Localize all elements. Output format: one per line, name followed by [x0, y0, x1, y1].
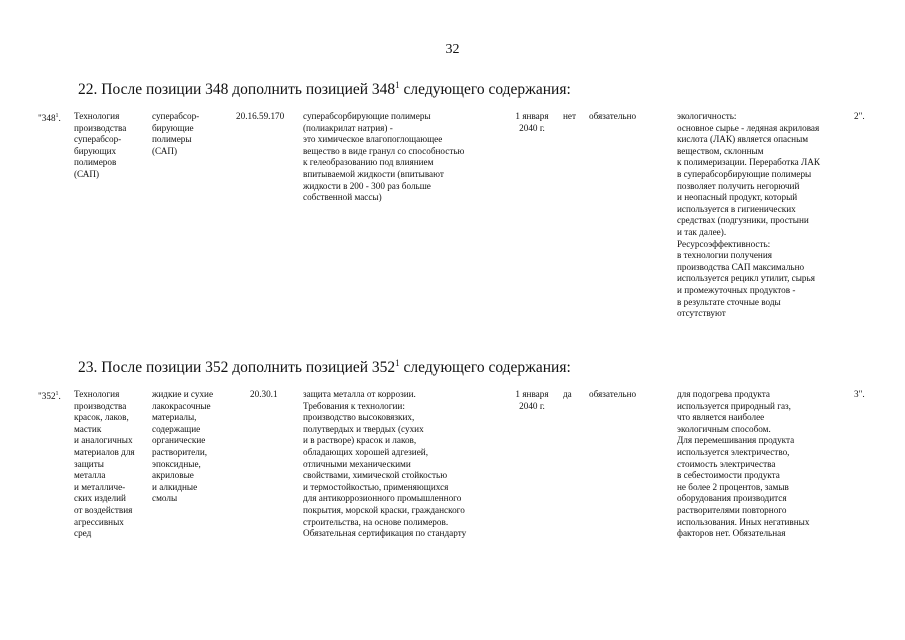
heading-text: 23. После позиции 352 дополнить позицией 352 [78, 359, 396, 377]
cell-line: бирующих [74, 145, 117, 156]
cell-line: в суперабсорбирующие полимеры [677, 168, 812, 179]
heading-tail: следующего содержания: [399, 81, 571, 99]
cell-line: агрессивных [74, 516, 124, 527]
cell-line: используется природный газ, [677, 400, 791, 411]
position-number-prefix: "348 [38, 113, 56, 124]
position-number-prefix: "352 [38, 391, 56, 402]
cell-line: для антикоррозионного промышленного [303, 493, 462, 504]
cell-line: 2040 г. [519, 122, 545, 133]
cell-line: красок, лаков, [74, 412, 129, 423]
cell-line: лакокрасочные [152, 400, 211, 411]
row-end-cell: 3". [854, 389, 865, 399]
row-end-cell: 2". [854, 111, 865, 121]
technology-cell [74, 389, 135, 540]
cell-line: материалов для [74, 446, 135, 457]
technology-cell [74, 111, 126, 181]
cell-line: и промежуточных продуктов - [677, 284, 796, 295]
cell-line: и аналогичных [74, 435, 133, 446]
cell-line: Технология [74, 389, 120, 399]
cell-line: и в растворе) красок и лаков, [303, 435, 417, 446]
cell-line: органические [152, 435, 206, 446]
description-cell [303, 111, 464, 204]
cell-line: бирующие [152, 122, 194, 133]
cell-line: металла [74, 470, 106, 481]
cell-line: акриловые [152, 470, 194, 481]
heading-tail: следующего содержания: [399, 359, 571, 377]
cell-line: производство высоковязких, [303, 412, 415, 423]
cell-line: к гелеобразованию под влиянием [303, 157, 434, 168]
cell-line: (полиакрилат натрия) - [303, 122, 393, 133]
cell-line: это химическое влагопоглощающее [303, 134, 443, 145]
cell-line: вещество в виде гранул со способностью [303, 145, 465, 156]
heading-text: 22. После позиции 348 дополнить позицией 348 [78, 81, 396, 99]
cell-line: экологичность: [677, 111, 737, 121]
cell-line: производства [74, 400, 127, 411]
position-number [38, 389, 61, 403]
cell-line: и так далее). [677, 226, 727, 237]
cell-line: содержащие [152, 423, 201, 434]
cell-line: полимеров [74, 157, 117, 168]
heading-superscript: 1 [395, 80, 400, 90]
cell-line: защиты [74, 458, 104, 469]
flag-cell: нет [563, 111, 577, 121]
cell-line: не более 2 процентов, замыв [677, 481, 789, 492]
cell-line: смолы [152, 493, 178, 504]
cell-line: отличными механическими [303, 458, 411, 469]
cell-line: и неопасный продукт, который [677, 192, 798, 203]
cell-line: производства [74, 122, 127, 133]
cell-line: свойствами, химической стойкостью [303, 470, 448, 481]
product-cell [152, 111, 199, 157]
cell-line: позволяет получить негорючий [677, 180, 800, 191]
code-cell [236, 111, 284, 123]
criteria-cell [677, 111, 820, 320]
position-number-suffix: . [58, 113, 61, 124]
cell-line: используется электричество, [677, 446, 790, 457]
cell-line: 20.30.1 [250, 389, 278, 399]
cell-line: Обязательная сертификация по стандарту [303, 528, 467, 539]
heading-superscript: 1 [395, 358, 400, 368]
cell-line: суперабсорбирующие полимеры [303, 111, 431, 121]
flag-cell: да [563, 389, 572, 399]
cell-line: в себестоимости продукта [677, 470, 780, 481]
cell-line: жидкие и сухие [152, 389, 214, 399]
cell-line: что является наиболее [677, 412, 765, 423]
position-number-suffix: . [58, 391, 61, 402]
position-number-sup: 1 [55, 391, 59, 397]
product-cell [152, 389, 213, 505]
code-cell [250, 389, 278, 401]
cell-line: сред [74, 528, 92, 539]
cell-line: 1 января [515, 389, 549, 399]
cell-line: кислота (ЛАК) является опасным [677, 134, 809, 145]
cell-line: в технологии получения [677, 250, 772, 261]
cell-line: и термостойкостью, применяющихся [303, 481, 449, 492]
cell-line: растворители, [152, 446, 208, 457]
cell-line: и металличе- [74, 481, 126, 492]
cell-line: растворителями повторного [677, 504, 787, 515]
page-number: 32 [445, 42, 460, 57]
description-cell [303, 389, 466, 540]
cell-line: производства САП максимально [677, 261, 805, 272]
section-heading [78, 80, 571, 99]
cell-line: 1 января [515, 111, 549, 121]
criteria-cell [677, 389, 809, 540]
position-number-sup: 1 [55, 113, 59, 119]
cell-line: 20.16.59.170 [236, 111, 285, 121]
cell-line: экологичным способом. [677, 423, 771, 434]
cell-line: эпоксидные, [152, 458, 201, 469]
cell-line: факторов нет. Обязательная [677, 528, 786, 539]
status-cell: обязательно [589, 111, 637, 121]
cell-line: основное сырье - ледяная акриловая [677, 122, 820, 133]
cell-line: от воздействия [74, 504, 133, 515]
cell-line: используется в гигиенических [677, 203, 796, 214]
cell-line: Требования к технологии: [303, 400, 405, 411]
cell-line: используется рецикл утилит, сырья [677, 273, 815, 284]
position-number [38, 111, 61, 125]
cell-line: ских изделий [74, 493, 126, 504]
cell-line: средствах (подгузники, простыни [677, 215, 809, 226]
status-cell: обязательно [589, 389, 637, 399]
date-cell [510, 389, 554, 412]
cell-line: оборудования производится [677, 493, 787, 504]
cell-line: обладающих хорошей адгезией, [303, 446, 429, 457]
cell-line: стоимость электричества [677, 458, 776, 469]
cell-line: покрытия, морской краски, гражданского [303, 504, 465, 515]
cell-line: для подогрева продукта [677, 389, 770, 399]
cell-line: собственной массы) [303, 192, 382, 203]
cell-line: защита металла от коррозии. [303, 389, 416, 399]
cell-line: Для перемешивания продукта [677, 435, 795, 446]
cell-line: к полимеризации. Переработка ЛАК [677, 157, 821, 168]
cell-line: Технология [74, 111, 120, 121]
cell-line: жидкости в 200 - 300 раз больше [303, 180, 431, 191]
cell-line: мастик [74, 423, 102, 434]
cell-line: 2040 г. [519, 400, 545, 411]
cell-line: строительства, на основе полимеров. [303, 516, 449, 527]
cell-line: впитываемой жидкости (впитывают [303, 168, 444, 179]
cell-line: суперабсор- [74, 134, 122, 145]
cell-line: использования. Иных негативных [677, 516, 810, 527]
section-heading [78, 358, 571, 377]
cell-line: полутвердых и твердых (сухих [303, 423, 424, 434]
cell-line: (САП) [152, 145, 178, 156]
cell-line: в результате сточные воды [677, 296, 781, 307]
cell-line: полимеры [152, 134, 192, 145]
date-cell [510, 111, 554, 134]
cell-line: Ресурсоэффективность: [677, 238, 771, 249]
cell-line: материалы, [152, 412, 197, 423]
cell-line: (САП) [74, 168, 100, 179]
cell-line: и алкидные [152, 481, 198, 492]
cell-line: суперабсор- [152, 111, 200, 121]
cell-line: отсутствуют [677, 308, 726, 319]
cell-line: веществом, склонным [677, 145, 764, 156]
